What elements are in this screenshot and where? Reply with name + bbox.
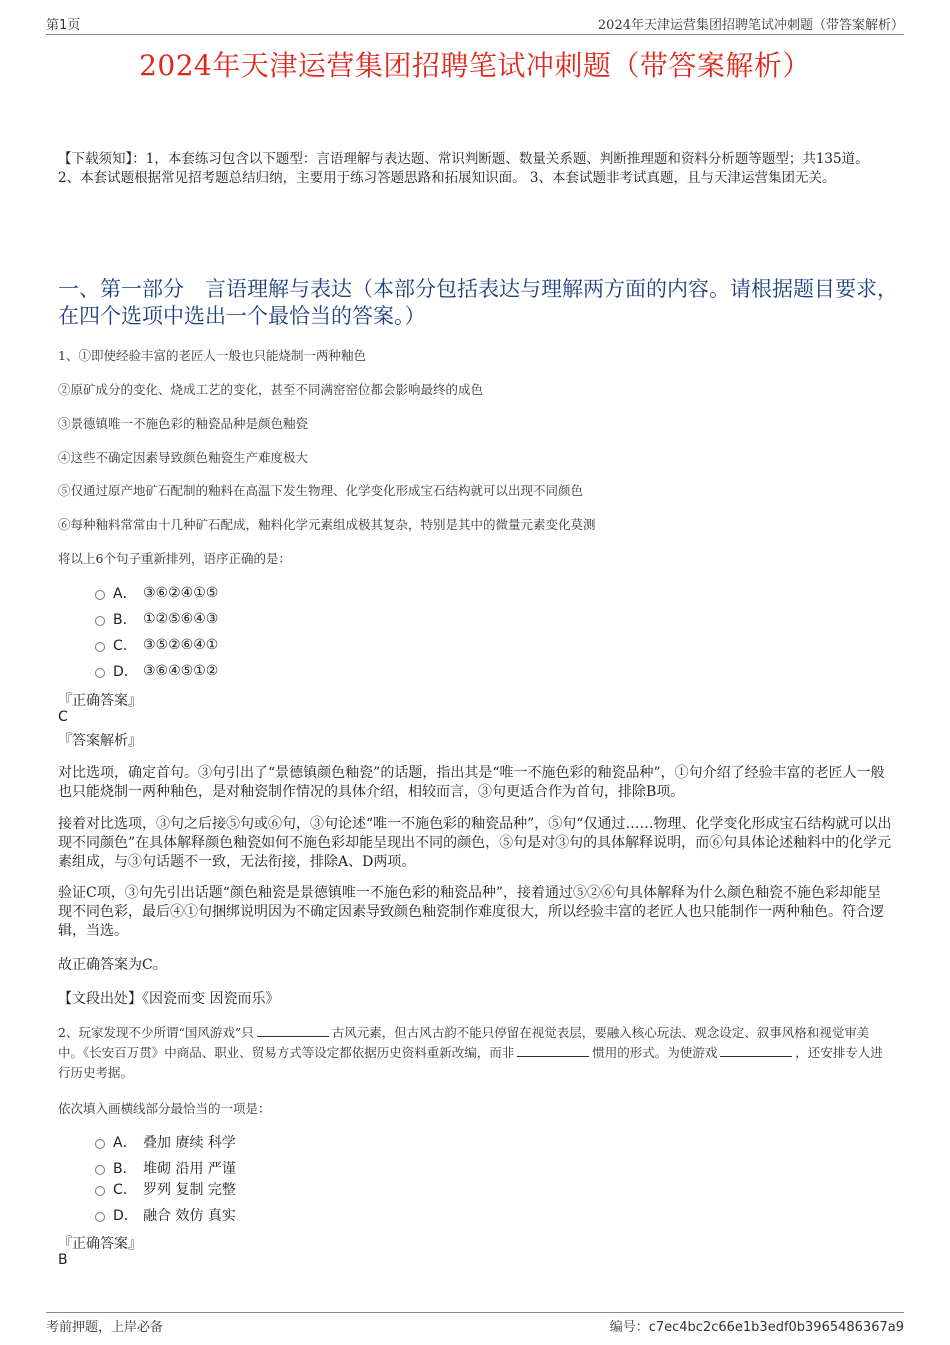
option-text: ③⑥④⑤①② — [143, 663, 219, 679]
q2-blank-1 — [257, 1024, 329, 1037]
q1-analysis-paragraph-3: 验证C项，③句先引出话题“颜色釉瓷是景德镇唯一不施色彩的釉瓷品种”，接着通过⑤②⑥句具体解释为什么颜色釉瓷不施色彩却能呈现不同色彩，最后④①句捆绑说明因为不确定因素导致颜色釉瓷制作难度很大，所以经验丰富的老匠人也只能制作一两种釉色。符合逻辑，当选。 — [58, 885, 884, 939]
option-letter: C． — [113, 638, 137, 654]
q2-answer: B — [58, 1252, 68, 1268]
footer-code-value: c7ec4bc2c66e1b3edf0b3965486367a9 — [648, 1320, 904, 1335]
q1-sentence-6: ⑥每种釉料常常由十几种矿石配成，釉料化学元素组成极其复杂，特别是其中的微量元素变化莫测 — [58, 517, 596, 532]
radio-icon[interactable] — [95, 642, 105, 652]
q1-analysis-conclusion: 故正确答案为C。 — [58, 957, 167, 973]
footer-code — [610, 1316, 904, 1335]
q2-blank-3 — [720, 1044, 792, 1057]
q2-stem-part-2: 古风元素，但古风古韵不能只停留在视觉表层，要融入核心玩法、观念设定、叙事风格和视觉审美中。《长安百万贯》中商品、职业、贸易方式等设定都依据历史资料重新改编，而非 — [58, 1025, 870, 1060]
footer-slogan: 考前押题，上岸必备 — [46, 1320, 164, 1335]
radio-icon[interactable] — [95, 1139, 105, 1149]
option-text: ③⑤②⑥④① — [143, 637, 219, 653]
q2-stem — [58, 1023, 894, 1083]
radio-icon[interactable] — [95, 1212, 105, 1222]
q2-answer-label: 『正确答案』 — [58, 1236, 142, 1252]
q2-prompt: 依次填入画横线部分最恰当的一项是： — [58, 1101, 271, 1116]
option-letter: B． — [113, 1161, 137, 1177]
q1-analysis-paragraph-1: 对比选项，确定首句。③句引出了“景德镇颜色釉瓷”的话题，指出其是“唯一不施色彩的釉瓷品种”，①句介绍了经验丰富的老匠人一般也只能烧制一两种釉色，是对釉瓷制作情况的具体介绍，相较而言，③句更适合作为首句，排除B项。 — [58, 765, 885, 800]
page-number: 第1页 — [46, 18, 81, 33]
q1-answer-label: 『正确答案』 — [58, 693, 142, 709]
q1-option-c[interactable] — [95, 635, 218, 655]
q1-option-a[interactable] — [95, 583, 218, 603]
q1-analysis-label: 『答案解析』 — [58, 733, 142, 749]
q2-option-d[interactable] — [95, 1205, 236, 1225]
header-doc-title: 2024年天津运营集团招聘笔试冲刺题（带答案解析） — [597, 18, 904, 33]
q1-answer: C — [58, 709, 68, 725]
footer-code-label: 编号： — [609, 1320, 649, 1335]
radio-icon[interactable] — [95, 668, 105, 678]
option-letter: A． — [113, 1135, 137, 1151]
q2-option-a[interactable] — [95, 1132, 236, 1152]
option-text: 堆砌 沿用 严谨 — [143, 1161, 236, 1177]
option-text: 罗列 复制 完整 — [143, 1182, 236, 1198]
q2-stem-part-4: ，还安排专人进行历史考据。 — [58, 1045, 883, 1080]
section-heading: 一、第一部分 言语理解与表达（本部分包括表达与理解两方面的内容。请根据题目要求，在四个选项中选出一个最恰当的答案。） — [58, 277, 898, 328]
radio-icon[interactable] — [95, 1186, 105, 1196]
q1-source: 【文段出处】《因瓷而变 因瓷而乐》 — [58, 991, 280, 1007]
option-text: ①②⑤⑥④③ — [143, 611, 219, 627]
q1-option-b[interactable] — [95, 609, 218, 629]
q2-blank-2 — [517, 1044, 589, 1057]
q1-option-d[interactable] — [95, 661, 218, 681]
q1-analysis-paragraph-2: 接着对比选项，③句之后接⑤句或⑥句，③句论述“唯一不施色彩的釉瓷品种”，⑤句“仅通过……物理、化学变化形成宝石结构就可以出现不同颜色”在具体解释颜色釉瓷如何不施色彩却能呈现出不同的颜色，⑤句是对③句的具体解释说明，而⑥句具体论述釉料中的化学元素组成，与③句话题不一致，无法衔接，排除A、D两项。 — [58, 816, 892, 870]
q1-sentence-5: ⑤仅通过原产地矿石配制的釉料在高温下发生物理、化学变化形成宝石结构就可以出现不同颜色 — [58, 483, 584, 498]
option-letter: D． — [113, 1208, 138, 1224]
q1-prompt: 将以上6个句子重新排列，语序正确的是： — [58, 551, 291, 566]
radio-icon[interactable] — [95, 616, 105, 626]
q2-stem-part-1: 2、玩家发现不少所谓“国风游戏”只 — [58, 1025, 254, 1040]
radio-icon[interactable] — [95, 1165, 105, 1175]
q1-sentence-1: 1、①即使经验丰富的老匠人一般也只能烧制一两种釉色 — [58, 348, 366, 363]
header-divider — [46, 34, 904, 35]
download-notice: 【下载须知】：1，本套练习包含以下题型：言语理解与表达题、常识判断题、数量关系题、判断推理题和资料分析题等题型；共135道。 2、本套试题根据常见招考题总结归纳，主要用于练习答题思路和拓展知识面。 3、本套试题非考试真题，且与天津运营集团无关。 — [58, 151, 869, 186]
option-text: 融合 效仿 真实 — [143, 1208, 236, 1224]
q2-stem-part-3: 惯用的形式。为使游戏 — [592, 1045, 718, 1060]
option-letter: C． — [113, 1182, 137, 1198]
option-text: ③⑥②④①⑤ — [143, 585, 219, 601]
q1-sentence-2: ②原矿成分的变化、烧成工艺的变化，甚至不同满窑窑位都会影响最终的成色 — [58, 382, 484, 397]
option-letter: D． — [113, 664, 138, 680]
page-title: 2024年天津运营集团招聘笔试冲刺题（带答案解析） — [139, 49, 811, 82]
q1-sentence-4: ④这些不确定因素导致颜色釉瓷生产难度极大 — [58, 450, 309, 465]
q2-option-c[interactable] — [95, 1179, 236, 1199]
option-letter: B． — [113, 612, 137, 628]
radio-icon[interactable] — [95, 590, 105, 600]
q1-sentence-3: ③景德镇唯一不施色彩的釉瓷品种是颜色釉瓷 — [58, 416, 309, 431]
footer-divider — [46, 1312, 904, 1313]
option-text: 叠加 赓续 科学 — [143, 1135, 236, 1151]
q2-option-b[interactable] — [95, 1158, 236, 1178]
option-letter: A． — [113, 586, 137, 602]
